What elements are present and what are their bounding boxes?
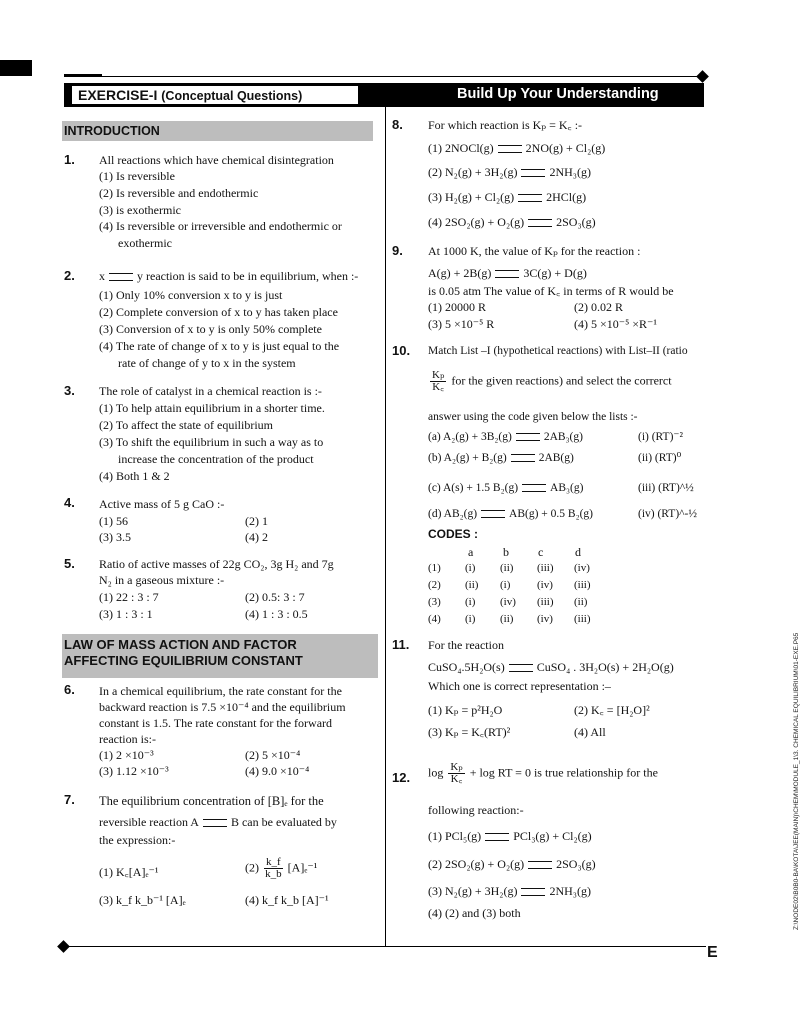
q8-option-2 — [428, 165, 591, 179]
q5-option-4: (4) 1 : 3 : 0.5 — [245, 607, 308, 621]
q4-number: 4. — [64, 495, 75, 510]
q2-option-4: (4) The rate of change of x to y is just equal to the — [99, 339, 340, 353]
q3-text: The role of catalyst in a chemical reaction is :- — [99, 384, 322, 398]
q3-option-2: (2) To affect the state of equilibrium — [99, 418, 273, 432]
q9-option-3: (3) 5 ×10⁻⁵ R — [428, 317, 495, 331]
q10-line-3: answer using the code given below the lists :- — [428, 411, 638, 423]
equilibrium-arrow-icon — [109, 273, 133, 281]
q7-option-3: (3) k_f k_b⁻¹ [A]ₑ — [99, 893, 186, 907]
q1-number: 1. — [64, 152, 75, 167]
q7-option-2-rest: [A]ₑ⁻¹ — [287, 860, 318, 875]
q10-codes-label: CODES : — [428, 527, 479, 541]
section-law-line-1: LAW OF MASS ACTION AND FACTOR — [64, 637, 297, 652]
q7-option-1: (1) K꜀[A]ₑ⁻¹ — [99, 865, 159, 879]
kp-over-kc-fraction — [448, 762, 464, 785]
q11-option-3: (3) Kₚ = K꜀(RT)² — [428, 725, 511, 739]
q9-option-1: (1) 20000 R — [428, 300, 486, 314]
q1-option-1: (1) Is reversible — [99, 169, 175, 183]
q8-opt3-left: (3) H₂(g) + Cl₂(g) — [428, 190, 515, 204]
q7-number: 7. — [64, 792, 75, 807]
q7-line-3: the expression:- — [99, 833, 176, 847]
fraction-numerator: Kₚ — [450, 761, 463, 773]
q8-text: For which reaction is Kₚ = K꜀ :- — [428, 118, 583, 132]
q8-option-4 — [428, 215, 596, 229]
q12-option-1 — [428, 829, 592, 843]
q12-opt2-left: (2) 2SO₂(g) + O₂(g) — [428, 857, 525, 871]
q10-code-cell: (iii) — [574, 579, 591, 591]
equilibrium-arrow-icon — [495, 270, 519, 278]
q10-code-cell: (i) — [465, 562, 476, 574]
equilibrium-arrow-icon — [509, 664, 533, 672]
q1-option-4: (4) Is reversible or irreversible and endothermic or — [99, 219, 342, 233]
q10-code-head-c: c — [538, 545, 544, 559]
q5-text: Ratio of active masses of 22g CO₂, 3g H₂ and 7g — [99, 557, 334, 571]
equilibrium-arrow-icon — [528, 861, 552, 869]
q10-row-a-right: 2AB₃(g) — [543, 431, 583, 443]
exercise-subtitle: (Conceptual Questions) — [161, 89, 303, 103]
q11-number: 11. — [392, 637, 410, 652]
exercise-title-box — [71, 85, 359, 105]
q9-text: At 1000 K, the value of Kₚ for the reaction : — [428, 244, 641, 258]
q12-line-1 — [428, 762, 658, 785]
exercise-title: EXERCISE-I — [78, 87, 158, 103]
q8-opt1-right: 2NO(g) + Cl₂(g) — [525, 141, 606, 155]
section-law-of-mass-action — [62, 634, 378, 678]
q10-code-cell: (iv) — [574, 562, 590, 574]
q6-line-4: reaction is:- — [99, 732, 156, 746]
q1-option-2: (2) Is reversible and endothermic — [99, 186, 259, 200]
q8-opt2-right: 2NH₃(g) — [549, 165, 591, 179]
q10-code-cell: (ii) — [574, 596, 588, 608]
q10-code-cell: (ii) — [500, 613, 514, 625]
q3-option-3: (3) To shift the equilibrium in such a way as to — [99, 435, 324, 449]
q2-text — [99, 269, 358, 283]
q3-option-4: (4) Both 1 & 2 — [99, 469, 170, 483]
q10-code-cell: (iii) — [537, 562, 554, 574]
fraction-denominator: K꜀ — [450, 773, 463, 785]
q10-code-cell: (iv) — [500, 596, 516, 608]
q12-option-4: (4) (2) and (3) both — [428, 906, 521, 920]
q2-number: 2. — [64, 268, 75, 283]
q6-option-1: (1) 2 ×10⁻³ — [99, 748, 154, 762]
q1-text: All reactions which have chemical disintegration — [99, 153, 334, 167]
fraction-numerator: k_f — [266, 856, 281, 868]
q6-line-2: backward reaction is 7.5 ×10⁻⁴ and the equilibrium — [99, 700, 346, 714]
q10-code-head-b: b — [503, 545, 509, 559]
q2-option-3: (3) Conversion of x to y is only 50% complete — [99, 322, 322, 336]
q12-option-3 — [428, 884, 591, 898]
q1-option-3: (3) is exothermic — [99, 203, 181, 217]
q10-code-cell: (4) — [428, 613, 441, 625]
q8-opt2-left: (2) N₂(g) + 3H₂(g) — [428, 165, 518, 179]
q11-option-2: (2) K꜀ = [H₂O]² — [574, 703, 650, 717]
q10-number: 10. — [392, 343, 411, 358]
q9-equation — [428, 266, 587, 280]
top-rule-thick — [64, 74, 102, 77]
q2-option-1: (1) Only 10% conversion x to y is just — [99, 288, 283, 302]
q7-option-4: (4) k_f k_b [A]⁻¹ — [245, 893, 329, 907]
q10-row-a-left: (a) A₂(g) + 3B₂(g) — [428, 431, 512, 443]
fraction-denominator: K꜀ — [432, 381, 445, 393]
q12-log: log — [428, 765, 444, 780]
q11-option-4: (4) All — [574, 725, 606, 739]
q8-option-1 — [428, 141, 605, 155]
q7-option-2-fraction — [264, 857, 283, 880]
equilibrium-arrow-icon — [521, 169, 545, 177]
q6-line-1: In a chemical equilibrium, the rate constant for the — [99, 684, 342, 698]
q10-code-cell: (i) — [500, 579, 511, 591]
q4-option-1: (1) 56 — [99, 514, 128, 528]
q6-number: 6. — [64, 682, 75, 697]
q11-option-1: (1) Kₚ = p²H₂O — [428, 703, 503, 717]
q10-code-cell: (iii) — [537, 596, 554, 608]
q8-number: 8. — [392, 117, 403, 132]
q9-number: 9. — [392, 243, 403, 258]
q6-option-4: (4) 9.0 ×10⁻⁴ — [245, 764, 310, 778]
q5-option-3: (3) 1 : 3 : 1 — [99, 607, 153, 621]
q1-option-4-cont: exothermic — [118, 236, 172, 250]
q3-number: 3. — [64, 383, 75, 398]
q9-eq-left: A(g) + 2B(g) — [428, 266, 492, 280]
equilibrium-arrow-icon — [518, 194, 542, 202]
q6-line-3: constant is 1.5. The rate constant for the forward — [99, 716, 333, 730]
q7-option-2 — [245, 857, 317, 880]
q10-row-d — [428, 507, 593, 521]
q10-row-b-left: (b) A₂(g) + B₂(g) — [428, 452, 507, 464]
q7-option-2-label: (2) — [245, 860, 259, 875]
q10-code-cell: (i) — [465, 596, 476, 608]
q12-opt1-left: (1) PCl₅(g) — [428, 829, 482, 843]
bottom-diamond — [57, 940, 70, 953]
q10-line-2-text: for the given reactions) and select the correrct — [451, 373, 672, 388]
q5-option-2: (2) 0.5: 3 : 7 — [245, 590, 305, 604]
q11-text-cont: Which one is correct representation :– — [428, 679, 611, 693]
q11-text: For the reaction — [428, 638, 504, 652]
q8-opt3-right: 2HCl(g) — [546, 190, 587, 204]
q4-option-3: (3) 3.5 — [99, 530, 131, 544]
q10-row-d-right: AB(g) + 0.5 B₂(g) — [509, 508, 594, 520]
q4-text: Active mass of 5 g CaO :- — [99, 497, 225, 511]
q11-eq-left: CuSO₄.5H₂O(s) — [428, 660, 505, 674]
q7-line-2b: B can be evaluated by — [230, 815, 337, 829]
q10-code-cell: (ii) — [465, 579, 479, 591]
q10-row-b — [428, 451, 574, 465]
q12-opt3-left: (3) N₂(g) + 3H₂(g) — [428, 884, 518, 898]
q9-option-2: (2) 0.02 R — [574, 300, 623, 314]
q2-rest: y reaction is said to be in equilibrium, when :- — [137, 269, 359, 283]
q2-option-2: (2) Complete conversion of x to y has taken place — [99, 305, 338, 319]
q6-option-2: (2) 5 ×10⁻⁴ — [245, 748, 301, 762]
q11-equation — [428, 660, 674, 674]
section-introduction: INTRODUCTION — [62, 121, 373, 141]
q10-code-head-a: a — [468, 545, 474, 559]
q8-option-3 — [428, 190, 586, 204]
q12-opt1-right: PCl₃(g) + Cl₂(g) — [513, 829, 592, 843]
q4-option-4: (4) 2 — [245, 530, 268, 544]
q10-line-2 — [428, 370, 672, 393]
q9-eq-right: 3C(g) + D(g) — [523, 266, 587, 280]
bottom-rule — [64, 946, 706, 947]
q12-opt3-right: 2NH₃(g) — [549, 884, 591, 898]
q5-number: 5. — [64, 556, 75, 571]
q10-code-cell: (iv) — [537, 579, 553, 591]
fraction-denominator: k_b — [265, 868, 282, 880]
q10-code-cell: (iii) — [574, 613, 591, 625]
equilibrium-arrow-icon — [485, 833, 509, 841]
file-path-sidebar: Z:\NODE02\B0B0-BA\KOTA\JEE(MAIN)\CHEM\MODULE_1\3. CHEMICAL EQUILIBRIUM\01-EXE.P65 — [793, 632, 800, 930]
q10-row-b-code: (ii) (RT)⁰ — [638, 452, 682, 464]
q10-row-c-right: AB₃(g) — [550, 482, 584, 494]
equilibrium-arrow-icon — [522, 484, 546, 492]
q12-option-2 — [428, 857, 596, 871]
q10-row-d-left: (d) AB₂(g) — [428, 508, 478, 520]
q4-option-2: (2) 1 — [245, 514, 268, 528]
q3-option-3-cont: increase the concentration of the product — [118, 452, 314, 466]
q10-code-cell: (1) — [428, 562, 441, 574]
q10-code-cell: (3) — [428, 596, 441, 608]
column-divider — [385, 107, 386, 947]
top-rule — [64, 76, 704, 77]
q10-row-c-code: (iii) (RT)^½ — [638, 482, 694, 494]
fraction-numerator: Kₚ — [432, 369, 445, 381]
q12-text-cont: following reaction:- — [428, 803, 524, 817]
q10-row-d-code: (iv) (RT)^-½ — [638, 508, 697, 520]
q5-text-cont: N₂ in a gaseous mixture :- — [99, 573, 225, 587]
q7-line-2 — [99, 815, 337, 829]
q10-code-head-d: d — [575, 545, 581, 559]
kp-over-kc-fraction — [430, 370, 446, 393]
q8-opt4-left: (4) 2SO₂(g) + O₂(g) — [428, 215, 525, 229]
q2-x: x — [99, 269, 105, 283]
q10-code-cell: (ii) — [500, 562, 514, 574]
q12-opt2-right: 2SO₃(g) — [556, 857, 596, 871]
q10-row-a-code: (i) (RT)⁻² — [638, 431, 683, 443]
q2-option-4-cont: rate of change of y to x in the system — [118, 356, 296, 370]
page-letter: E — [707, 944, 718, 961]
q10-row-a — [428, 430, 583, 444]
q12-post: + log RT = 0 is true relationship for the — [469, 765, 658, 780]
q10-row-c — [428, 481, 583, 495]
equilibrium-arrow-icon — [511, 454, 535, 462]
q9-text-cont: is 0.05 atm The value of K꜀ in terms of R would be — [428, 284, 674, 298]
q9-option-4: (4) 5 ×10⁻⁵ ×R⁻¹ — [574, 317, 657, 331]
build-up-title: Build Up Your Understanding — [457, 86, 659, 102]
q10-code-cell: (2) — [428, 579, 441, 591]
q12-number: 12. — [392, 770, 411, 785]
equilibrium-arrow-icon — [481, 510, 505, 518]
section-law-line-2: AFFECTING EQUILIBRIUM CONSTANT — [64, 653, 303, 668]
equilibrium-arrow-icon — [521, 888, 545, 896]
q10-code-cell: (i) — [465, 613, 476, 625]
q3-option-1: (1) To help attain equilibrium in a shorter time. — [99, 401, 325, 415]
top-black-tab — [0, 60, 32, 76]
q5-option-1: (1) 22 : 3 : 7 — [99, 590, 159, 604]
equilibrium-arrow-icon — [528, 219, 552, 227]
q10-row-c-left: (c) A(s) + 1.5 B₂(g) — [428, 482, 519, 494]
q10-row-b-right: 2AB(g) — [538, 452, 574, 464]
q8-opt4-right: 2SO₃(g) — [556, 215, 596, 229]
q10-code-cell: (iv) — [537, 613, 553, 625]
equilibrium-arrow-icon — [516, 433, 540, 441]
equilibrium-arrow-icon — [203, 819, 227, 827]
q10-line-1: Match List –I (hypothetical reactions) with List–II (ratio — [428, 345, 688, 357]
top-diamond — [696, 70, 709, 83]
q8-opt1-left: (1) 2NOCl(g) — [428, 141, 494, 155]
q11-eq-right: CuSO₄ . 3H₂O(s) + 2H₂O(g) — [536, 660, 674, 674]
equilibrium-arrow-icon — [498, 145, 522, 153]
q6-option-3: (3) 1.12 ×10⁻³ — [99, 764, 169, 778]
q7-line-2a: reversible reaction A — [99, 815, 199, 829]
q7-line-1: The equilibrium concentration of [B]ₑ for the — [99, 794, 324, 808]
